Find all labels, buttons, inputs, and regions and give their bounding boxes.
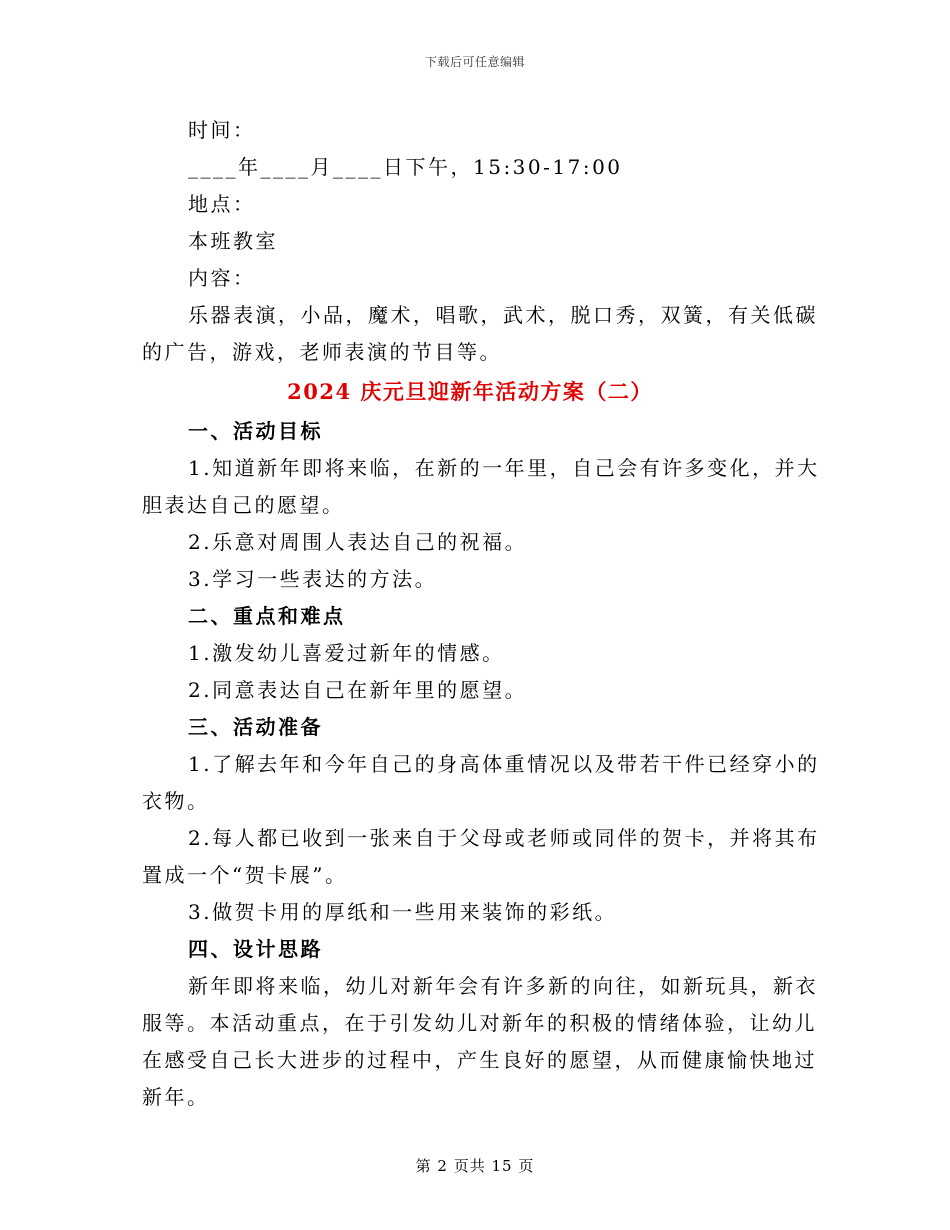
section-heading-design: 四、设计思路 xyxy=(188,937,323,961)
design-line-4: 新年。 xyxy=(142,1085,210,1109)
goal-item-1-line2: 胆表达自己的愿望。 xyxy=(142,493,345,517)
place-label: 地点： xyxy=(188,192,256,216)
content-label: 内容： xyxy=(188,266,256,290)
goal-item-3: 3.学习一些表达的方法。 xyxy=(188,567,438,591)
section-heading-focus: 二、重点和难点 xyxy=(188,604,346,628)
prep-item-3: 3.做贺卡用的厚纸和一些用来装饰的彩纸。 xyxy=(188,900,618,924)
time-value: ____年____月____日下午，15:30-17:00 xyxy=(188,155,623,179)
section-heading-goals: 一、活动目标 xyxy=(188,419,323,443)
prep-item-2-line2: 置成一个“贺卡展”。 xyxy=(142,863,348,887)
goal-item-1-line1: 1.知道新年即将来临，在新的一年里，自己会有许多变化，并大 xyxy=(188,456,820,480)
prep-item-1-line2: 衣物。 xyxy=(142,789,210,813)
doc-title: 2024 庆元旦迎新年活动方案（二） xyxy=(287,379,653,404)
content-value-line2: 的广告，游戏，老师表演的节目等。 xyxy=(142,340,502,364)
header-note: 下载后可任意编辑 xyxy=(424,55,525,69)
prep-item-2-line1: 2.每人都已收到一张来自于父母或老师或同伴的贺卡，并将其布 xyxy=(188,826,820,850)
design-line-2: 服等。本活动重点，在于引发幼儿对新年的积极的情绪体验，让幼儿 xyxy=(142,1011,817,1035)
content-value-line1: 乐器表演，小品，魔术，唱歌，武术，脱口秀，双簧，有关低碳 xyxy=(188,303,818,327)
focus-item-2: 2.同意表达自己在新年里的愿望。 xyxy=(188,678,528,702)
page-indicator: 第 2 页共 15 页 xyxy=(415,1157,535,1175)
section-heading-prep: 三、活动准备 xyxy=(188,715,323,739)
design-line-3: 在感受自己长大进步的过程中，产生良好的愿望，从而健康愉快地过 xyxy=(142,1048,817,1072)
focus-item-1: 1.激发幼儿喜爱过新年的情感。 xyxy=(188,641,505,665)
prep-item-1-line1: 1.了解去年和今年自己的身高体重情况以及带若干件已经穿小的 xyxy=(188,752,820,776)
design-line-1: 新年即将来临，幼儿对新年会有许多新的向往，如新玩具，新衣 xyxy=(188,974,818,998)
time-label: 时间： xyxy=(188,118,256,142)
document-body xyxy=(142,112,820,1116)
place-value: 本班教室 xyxy=(188,229,278,253)
goal-item-2: 2.乐意对周围人表达自己的祝福。 xyxy=(188,530,528,554)
